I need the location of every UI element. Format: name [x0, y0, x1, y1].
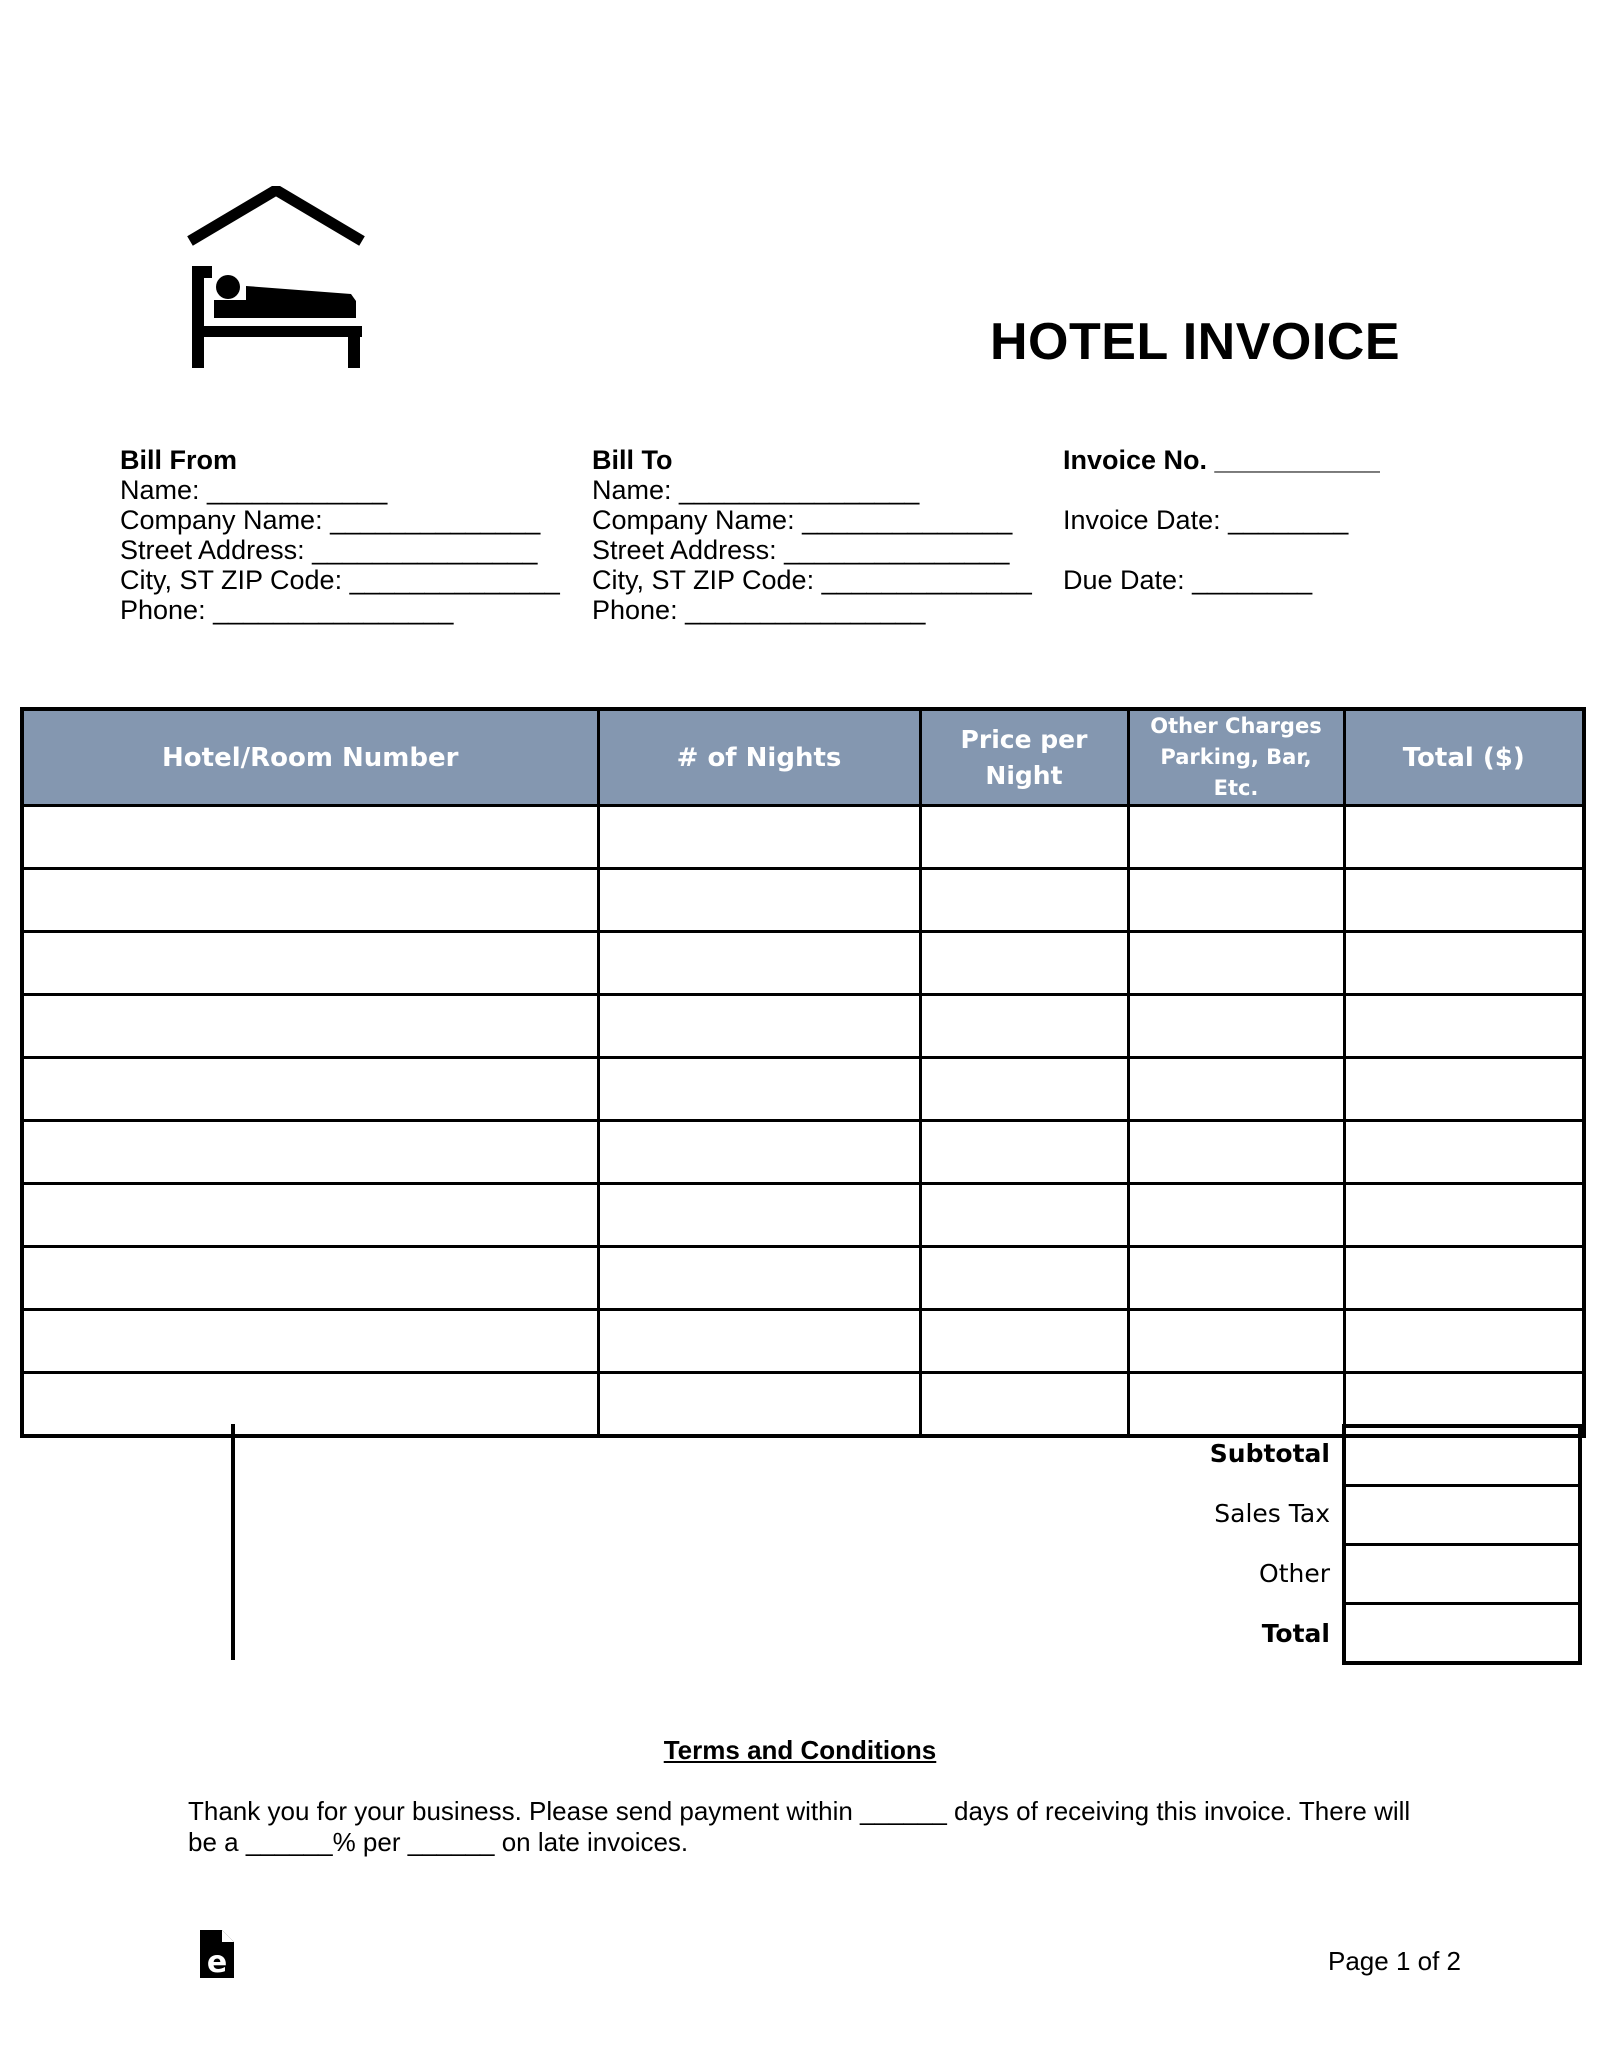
- totals-labels: [1100, 1424, 1330, 1664]
- bill-from-street-field: Street Address: _______________: [120, 535, 538, 565]
- cell-room[interactable]: [22, 1058, 598, 1121]
- bill-to-name-field: Name: ________________: [592, 475, 920, 505]
- cell-total[interactable]: [1344, 869, 1584, 932]
- cell-other-charges[interactable]: [1128, 1310, 1344, 1373]
- table-row: [22, 1184, 1584, 1247]
- other-cell[interactable]: [1344, 1545, 1580, 1604]
- bill-from-company-field: Company Name: ______________: [120, 505, 541, 535]
- col-header-price: Price per Night: [920, 709, 1128, 806]
- total-label: Total: [1261, 1619, 1330, 1648]
- col-header-nights: # of Nights: [598, 709, 920, 806]
- table-header-row: [22, 709, 1584, 806]
- cell-price[interactable]: [920, 1184, 1128, 1247]
- total-cell[interactable]: [1344, 1604, 1580, 1664]
- col-header-room: Hotel/Room Number: [22, 709, 598, 806]
- table-row: [22, 932, 1584, 995]
- cell-room[interactable]: [22, 1184, 598, 1247]
- table-row: [22, 1310, 1584, 1373]
- bill-to-phone-field: Phone: ________________: [592, 595, 926, 625]
- table-row: [22, 806, 1584, 869]
- table-row: [22, 869, 1584, 932]
- cell-total[interactable]: [1344, 1121, 1584, 1184]
- cell-other-charges[interactable]: [1128, 1247, 1344, 1310]
- cell-nights[interactable]: [598, 1058, 920, 1121]
- bill-from-phone-field: Phone: ________________: [120, 595, 454, 625]
- page-title: HOTEL INVOICE: [990, 313, 1401, 371]
- cell-nights[interactable]: [598, 869, 920, 932]
- cell-total[interactable]: [1344, 1310, 1584, 1373]
- sales-tax-label: Sales Tax: [1214, 1499, 1330, 1528]
- page-number: Page 1 of 2: [1328, 1946, 1461, 1976]
- cell-nights[interactable]: [598, 1310, 920, 1373]
- cell-price[interactable]: [920, 1373, 1128, 1437]
- cell-nights[interactable]: [598, 1184, 920, 1247]
- bill-to-section: [592, 445, 1032, 625]
- cell-price[interactable]: [920, 932, 1128, 995]
- cell-nights[interactable]: [598, 995, 920, 1058]
- eforms-logo-icon: [196, 1928, 236, 1980]
- table-row: [22, 1247, 1584, 1310]
- cell-total[interactable]: [1344, 1184, 1584, 1247]
- cell-other-charges[interactable]: [1128, 1184, 1344, 1247]
- cell-price[interactable]: [920, 1058, 1128, 1121]
- col-header-other-charges: Other Charges Parking, Bar, Etc.: [1128, 709, 1344, 806]
- other-label: Other: [1259, 1559, 1330, 1588]
- cell-total[interactable]: [1344, 1058, 1584, 1121]
- cell-price[interactable]: [920, 869, 1128, 932]
- cell-other-charges[interactable]: [1128, 869, 1344, 932]
- cell-nights[interactable]: [598, 806, 920, 869]
- col-header-total: Total ($): [1344, 709, 1584, 806]
- table-row: [22, 995, 1584, 1058]
- cell-room[interactable]: [22, 1310, 598, 1373]
- bill-to-city-field: City, ST ZIP Code: ______________: [592, 565, 1032, 595]
- cell-total[interactable]: [1344, 995, 1584, 1058]
- cell-price[interactable]: [920, 1121, 1128, 1184]
- terms-text: Thank you for your business. Please send payment within ______ days of receiving this invoice. There will be a ______% per ______ on late invoices.: [188, 1796, 1411, 1857]
- cell-price[interactable]: [920, 1247, 1128, 1310]
- bill-from-section: [120, 445, 560, 625]
- due-date-field: Due Date: ________: [1063, 565, 1313, 595]
- totals-divider: [231, 1424, 235, 1660]
- cell-room[interactable]: [22, 1373, 598, 1437]
- hotel-bed-icon: [186, 186, 366, 371]
- cell-total[interactable]: [1344, 1247, 1584, 1310]
- cell-room[interactable]: [22, 995, 598, 1058]
- cell-other-charges[interactable]: [1128, 1058, 1344, 1121]
- subtotal-cell[interactable]: [1344, 1426, 1580, 1486]
- cell-nights[interactable]: [598, 1373, 920, 1437]
- table-row: [22, 1121, 1584, 1184]
- cell-nights[interactable]: [598, 1121, 920, 1184]
- cell-room[interactable]: [22, 932, 598, 995]
- bill-from-heading: Bill From: [120, 445, 238, 475]
- invoice-meta-section: [1063, 445, 1380, 595]
- cell-other-charges[interactable]: [1128, 995, 1344, 1058]
- cell-nights[interactable]: [598, 1247, 920, 1310]
- cell-other-charges[interactable]: [1128, 806, 1344, 869]
- cell-room[interactable]: [22, 1247, 598, 1310]
- subtotal-label: Subtotal: [1209, 1439, 1330, 1468]
- cell-room[interactable]: [22, 806, 598, 869]
- cell-price[interactable]: [920, 806, 1128, 869]
- sales-tax-cell[interactable]: [1344, 1486, 1580, 1545]
- bill-from-city-field: City, ST ZIP Code: ______________: [120, 565, 560, 595]
- totals-table: [1342, 1424, 1582, 1665]
- bill-to-street-field: Street Address: _______________: [592, 535, 1010, 565]
- cell-room[interactable]: [22, 869, 598, 932]
- cell-other-charges[interactable]: [1128, 1121, 1344, 1184]
- terms-heading: Terms and Conditions: [663, 1735, 937, 1765]
- invoice-number-field: Invoice No. ___________: [1063, 445, 1380, 475]
- bill-to-heading: Bill To: [592, 445, 673, 475]
- cell-nights[interactable]: [598, 932, 920, 995]
- line-items-table: [20, 707, 1586, 1438]
- cell-price[interactable]: [920, 1310, 1128, 1373]
- bill-from-name-field: Name: ____________: [120, 475, 388, 505]
- cell-price[interactable]: [920, 995, 1128, 1058]
- cell-other-charges[interactable]: [1128, 932, 1344, 995]
- cell-total[interactable]: [1344, 806, 1584, 869]
- cell-total[interactable]: [1344, 932, 1584, 995]
- svg-text:e: e: [206, 1945, 228, 1980]
- cell-room[interactable]: [22, 1121, 598, 1184]
- table-row: [22, 1058, 1584, 1121]
- bill-to-company-field: Company Name: ______________: [592, 505, 1013, 535]
- invoice-date-field: Invoice Date: ________: [1063, 505, 1349, 535]
